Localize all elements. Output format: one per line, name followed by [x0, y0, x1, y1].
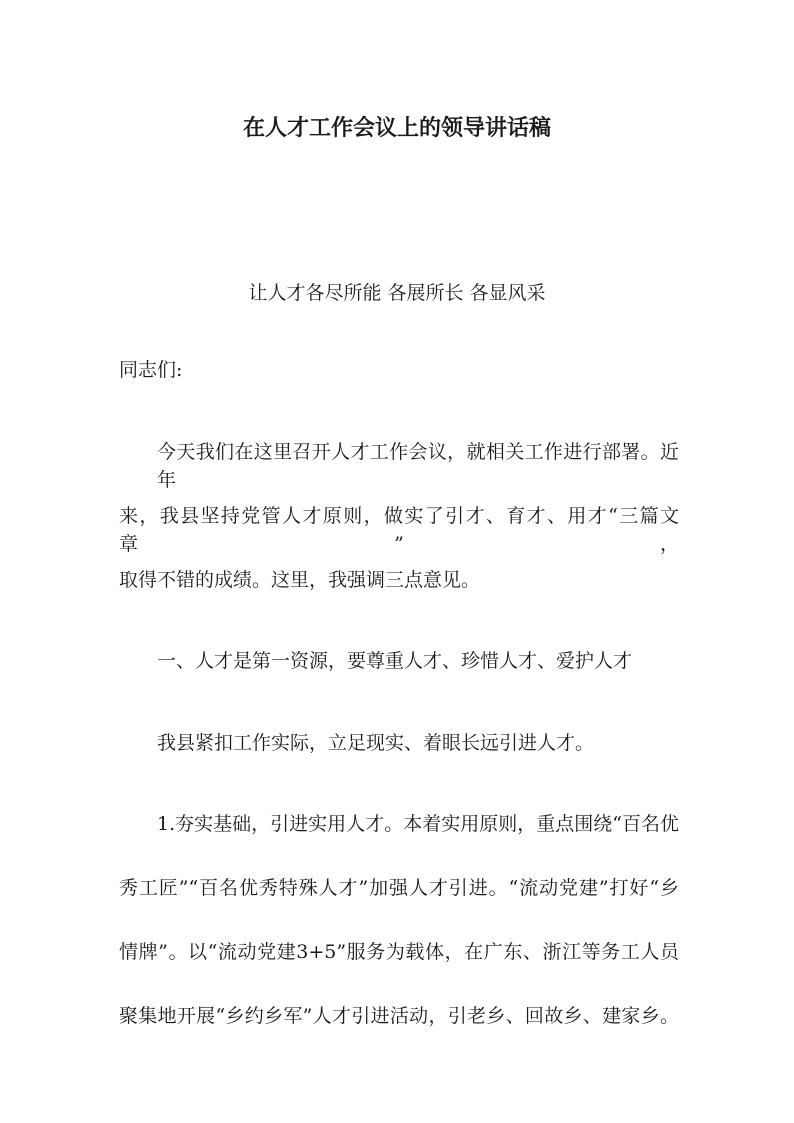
document-subtitle: 让人才各尽所能 各展所长 各显风采: [248, 282, 546, 304]
paragraph-line: 1.夯实基础，引进实用人才。本着实用原则，重点围绕“百名优: [157, 813, 679, 835]
paragraph-line: 聚集地开展“乡约乡军”人才引进活动，引老乡、回故乡、建家乡。: [119, 1005, 679, 1027]
paragraph-line: 情牌”。以“流动党建3+5”服务为载体，在广东、浙江等务工人员: [119, 941, 679, 963]
salutation: 同志们:: [119, 359, 183, 381]
paragraph-line: 取得不错的成绩。这里，我强调三点意见。: [119, 569, 481, 591]
paragraph-line: 来，我县坚持党管人才原则，做实了引才、育才、用才“三篇文章”，: [119, 505, 679, 555]
paragraph-line: 秀工匠”“百名优秀特殊人才”加强人才引进。“流动党建”打好“乡: [119, 877, 679, 899]
section-heading: 一、人才是第一资源，要尊重人才、珍惜人才、爱护人才: [157, 650, 633, 672]
paragraph-line: 我县紧扣工作实际，立足现实、着眼长远引进人才。: [157, 732, 595, 754]
document-title: 在人才工作会议上的领导讲话稿: [242, 116, 551, 141]
paragraph-line: 今天我们在这里召开人才工作会议，就相关工作进行部署。近年: [157, 441, 679, 491]
